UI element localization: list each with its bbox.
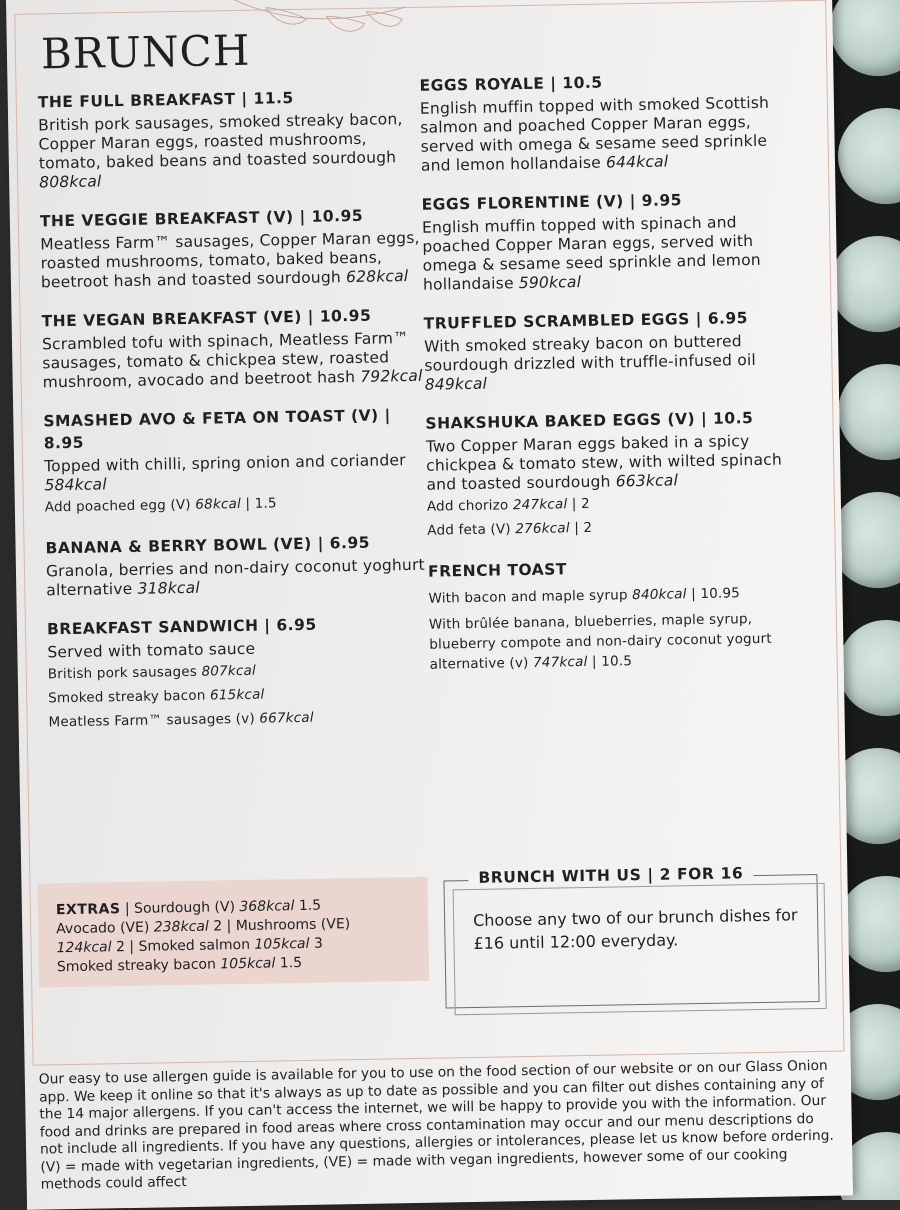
option-price: | 2 [569,519,593,537]
calorie-count: 644kcal [605,152,669,172]
menu-item-name: TRUFFLED SCRAMBLED EGGS | 6.95 [423,309,749,333]
option-price: | 1.5 [240,495,277,512]
menu-item-description [40,229,421,293]
calorie-count: 590kcal [518,273,582,293]
page-title: BRUNCH [40,25,251,79]
menu-item [41,304,422,393]
menu-item [428,554,800,674]
menu-item-option [428,582,798,608]
menu-item [43,404,425,520]
option-price: | 2 [567,495,591,513]
calorie-count: 276kcal [515,520,570,538]
option-text: Add chorizo [426,497,514,515]
option-text: With brûlée banana, blueberries, maple syrup, blueberry compote and non-dairy coconut yogurt alternative (v) [428,611,772,673]
menu-item [45,531,426,601]
extras-text: | Sourdough (V) [120,899,240,918]
extras-text: 3 [309,935,323,952]
menu-item-description [420,93,791,175]
calorie-count: 584kcal [44,475,107,495]
calorie-count: 667kcal [259,709,314,727]
calorie-count: 124kcal [56,939,112,957]
option-text: Smoked streaky bacon [48,687,211,707]
option-price: | 10.95 [686,585,741,603]
menu-item [40,204,421,293]
menu-item-option [429,608,800,674]
menu-item [38,85,420,193]
promo-text: Choose any two of our brunch dishes for £16 until 12:00 everyday. [472,905,798,953]
description-text: Granola, berries and non-dairy coconut yoghurt alternative [45,555,425,600]
extras-label: EXTRAS [55,901,121,919]
allergen-notice: Our easy to use allergen guide is available for you to use on the food section of our website or on our Glass Onion app. We keep it online so that it's always as up to date as possible and you can filter out dishes containing any of the 14 major allergens. If you can't access the internet, we will be happy to provide you with the information. Our food and drinks are prepared in food areas where cross contamination may occur and our menu descriptions do not include all ingredients. If you have any questions, allergies or intolerances, please let us know before ordering. (V) = made with vegetarian ingredients, (VE) = made with vegan ingredients, however some of our cooking methods could affect [38,1057,834,1193]
promo-title: BRUNCH WITH US | 2 FOR 16 [468,864,753,887]
option-text: With bacon and maple syrup [428,587,633,607]
option-text: British pork sausages [47,663,202,683]
description-text: Scrambled tofu with spinach, Meatless Farm™ sausages, tomato & chickpea stew, roasted mushroom, avocado and beetroot hash [41,329,409,392]
option-text: Add feta (V) [427,521,516,539]
description-text: English muffin topped with spinach and poached Copper Maran eggs, served with omega & sesame seed sprinkle and lemon hollandaise [421,213,761,294]
description-text: With smoked streaky bacon on buttered sourdough drizzled with truffle-infused oil [423,332,757,375]
calorie-count: 792kcal [360,366,423,386]
description-text: Served with tomato sauce [47,639,256,662]
calorie-count: 105kcal [254,935,310,953]
menu-item-name: THE FULL BREAKFAST | 11.5 [37,88,294,112]
option-text: Add poached egg (V) [44,496,196,516]
extras-text: Avocado (VE) [56,919,154,938]
wall-tile [838,364,900,460]
menu-item [425,406,797,542]
menu-item-name: EGGS ROYALE | 10.5 [419,73,603,95]
menu-item [419,68,791,175]
extras-text: 1.5 [275,954,303,972]
wall-tile [830,236,900,332]
menu-column-right [419,68,800,692]
calorie-count: 318kcal [137,578,201,598]
menu-item [421,187,793,294]
calorie-count: 105kcal [220,955,276,973]
calorie-count: 747kcal [532,653,588,671]
calorie-count: 807kcal [201,662,257,680]
calorie-count: 368kcal [239,898,295,916]
menu-card [6,0,853,1210]
menu-item [47,612,429,735]
wall-tile [830,0,900,76]
extras-box [37,877,429,988]
menu-item-name: THE VEGAN BREAKFAST (VE) | 10.95 [41,306,372,331]
calorie-count: 849kcal [424,374,488,394]
extras-text: Smoked streaky bacon [56,956,221,976]
menu-item-name: BREAKFAST SANDWICH | 6.95 [46,615,317,639]
menu-item-name: EGGS FLORENTINE (V) | 9.95 [421,191,683,214]
wall-tile [838,620,900,716]
description-text: British pork sausages, smoked streaky bacon, Copper Maran eggs, roasted mushrooms, tomato, baked beans and toasted sourdough [38,110,403,173]
menu-item-description [422,212,793,294]
description-text: Topped with chilli, spring onion and coriander [43,451,406,476]
promo-box [443,864,819,1009]
calorie-count: 663kcal [615,471,679,491]
menu-item-name: THE VEGGIE BREAKFAST (V) | 10.95 [39,206,364,231]
description-text: English muffin topped with smoked Scottish salmon and poached Copper Maran eggs, served with omega & sesame seed sprinkle and lemon hollandaise [419,93,770,175]
calorie-count: 628kcal [345,267,409,287]
description-text: Two Copper Maran eggs baked in a spicy chickpea & tomato stew, with wilted spinach and toasted sourdough [425,432,783,494]
extras-text: 2 | Mushrooms (VE) [208,916,351,935]
option-price: | 10.5 [587,653,633,670]
calorie-count: 68kcal [195,495,242,513]
menu-item-description [424,331,795,394]
menu-column-left [38,85,429,753]
menu-item-name: FRENCH TOAST [427,560,568,581]
extras-text: 1.5 [294,897,322,915]
menu-item [424,306,795,394]
calorie-count: 247kcal [512,496,568,514]
menu-item-description [426,431,797,494]
menu-item-name: SHAKSHUKA BAKED EGGS (V) | 10.5 [425,409,754,433]
option-text: Meatless Farm™ sausages (v) [48,710,260,731]
menu-item-description [38,110,419,193]
calorie-count: 238kcal [153,918,209,936]
menu-item-description [42,329,423,393]
extras-text: 2 | Smoked salmon [111,936,255,956]
extras-list [56,895,429,977]
calorie-count: 615kcal [209,686,265,704]
menu-item-option [427,512,797,542]
menu-item-description [44,451,425,496]
wall-tile [838,108,900,204]
description-text: Meatless Farm™ sausages, Copper Maran eggs, roasted mushrooms, tomato, baked beans, beetroot hash and toasted sourdough [40,228,420,292]
calorie-count: 808kcal [39,172,102,192]
calorie-count: 840kcal [632,586,687,604]
menu-item-name: SMASHED AVO & FETA ON TOAST (V) | 8.95 [43,406,391,453]
menu-item-description [46,556,427,601]
menu-item-name: BANANA & BERRY BOWL (VE) | 6.95 [45,533,371,558]
